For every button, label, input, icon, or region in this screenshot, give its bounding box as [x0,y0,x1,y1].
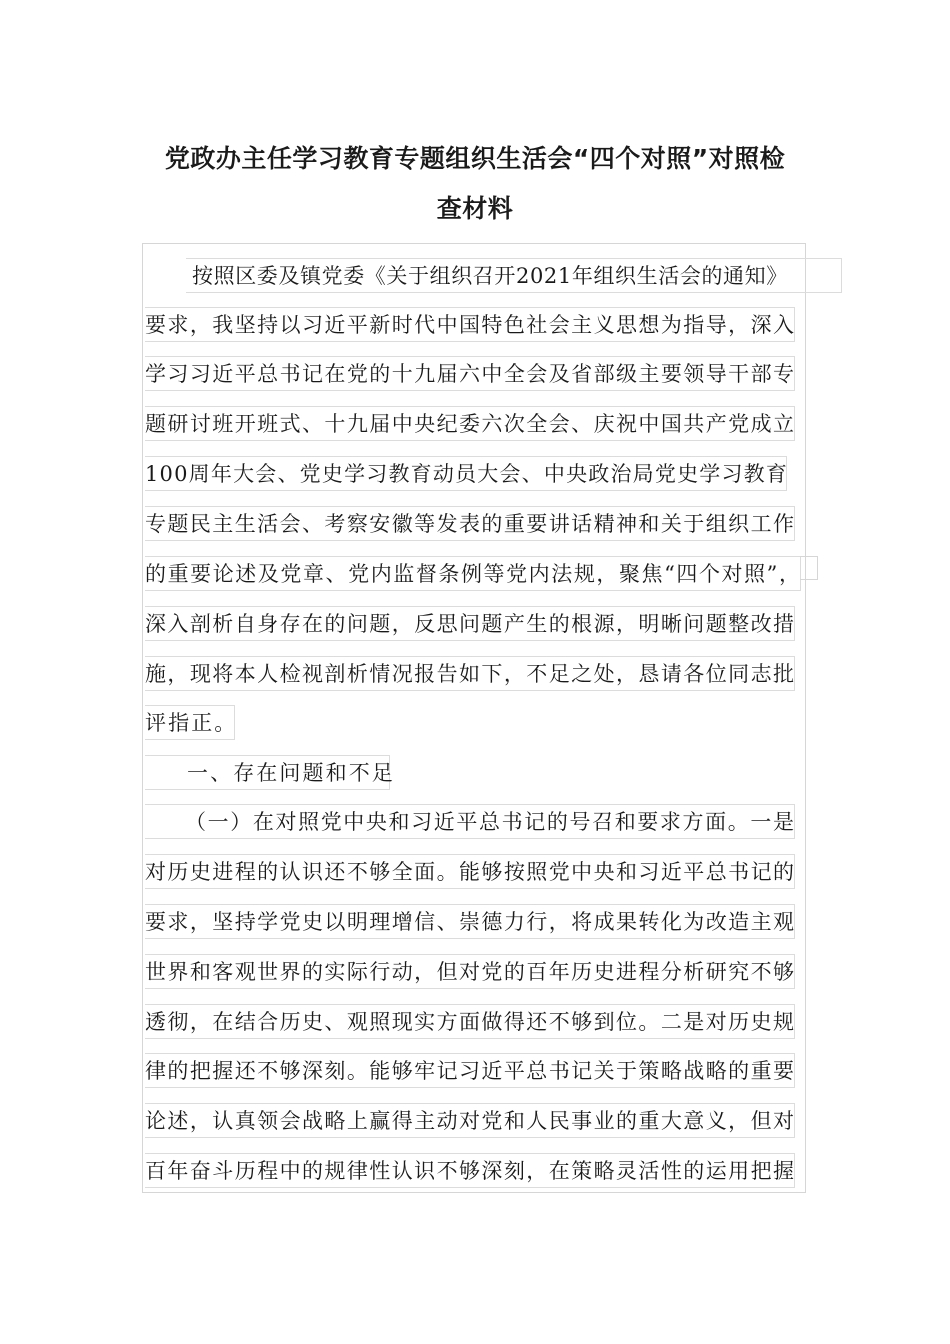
body-line-17: 律的把握还不够深刻。能够牢记习近平总书记关于策略战略的重要 [145,1053,795,1088]
body-line-16: 透彻，在结合历史、观照现实方面做得还不够到位。二是对历史规 [145,1004,795,1039]
body-line-19: 百年奋斗历程中的规律性认识不够深刻，在策略灵活性的运用把握 [145,1153,795,1188]
body-line-14: 要求，坚持学党史以明理增信、崇德力行，将成果转化为改造主观 [145,904,795,939]
body-line-2: 要求，我坚持以习近平新时代中国特色社会主义思想为指导，深入 [145,307,795,342]
line-end-marker [800,556,818,580]
body-line-18: 论述，认真领会战略上赢得主动对党和人民事业的重大意义，但对 [145,1103,795,1138]
document-title [0,134,950,234]
body-line-7: 的重要论述及党章、党内监督条例等党内法规，聚焦“四个对照”， [145,556,801,591]
body-line-6: 专题民主生活会、考察安徽等发表的重要讲话精神和关于组织工作 [145,506,795,541]
body-line-12: （一）在对照党中央和习近平总书记的号召和要求方面。一是 [145,804,795,839]
body-line-9: 施，现将本人检视剖析情况报告如下，不足之处，恳请各位同志批 [145,656,795,691]
body-line-10: 评指正。 [145,705,235,740]
body-line-15: 世界和客观世界的实际行动，但对党的百年历史进程分析研究不够 [145,954,795,989]
body-line-13: 对历史进程的认识还不够全面。能够按照党中央和习近平总书记的 [145,854,795,889]
document-title-line-2: 查材料 [436,194,514,223]
body-line-3: 学习习近平总书记在党的十九届六中全会及省部级主要领导干部专 [145,356,795,391]
section-heading-1: 一、存在问题和不足 [145,755,390,790]
body-line-5: 100周年大会、党史学习教育动员大会、中央政治局党史学习教育 [145,456,787,491]
body-line-1: 按照区委及镇党委《关于组织召开2021年组织生活会的通知》 [186,258,842,293]
body-line-4: 题研讨班开班式、十九届中央纪委六次全会、庆祝中国共产党成立 [145,406,795,441]
document-title-line-1: 党政办主任学习教育专题组织生活会“四个对照”对照检 [164,144,786,173]
body-line-8: 深入剖析自身存在的问题，反思问题产生的根源，明晰问题整改措 [145,606,795,641]
